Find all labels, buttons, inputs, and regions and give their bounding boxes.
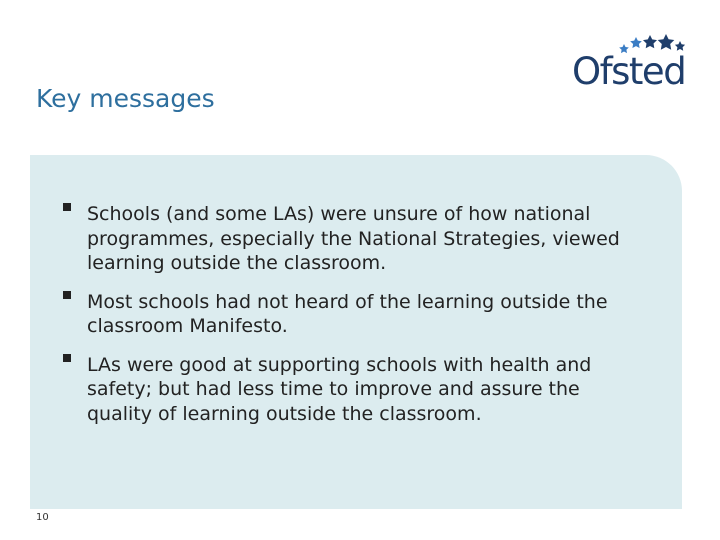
bullet-text: LAs were good at supporting schools with health and safety; but had less time to improve and assure the quality of learning outside the classroom. <box>87 353 592 425</box>
square-bullet-icon <box>63 354 71 362</box>
bullet-item <box>60 202 640 276</box>
bullet-text: Schools (and some LAs) were unsure of how national programmes, especially the National Strategies, viewed learning outside the classroom. <box>87 203 620 274</box>
bullet-item <box>60 290 640 339</box>
bullet-item <box>60 353 640 427</box>
content-panel <box>30 155 682 509</box>
slide-title: Key messages <box>36 84 215 113</box>
square-bullet-icon <box>63 203 71 211</box>
page-number: 10 <box>36 512 49 523</box>
ofsted-logo <box>572 32 688 96</box>
bullet-list <box>60 202 640 426</box>
square-bullet-icon <box>63 291 71 299</box>
bullet-text: Most schools had not heard of the learning outside the classroom Manifesto. <box>87 290 608 337</box>
logo-text: Ofsted <box>572 50 686 93</box>
